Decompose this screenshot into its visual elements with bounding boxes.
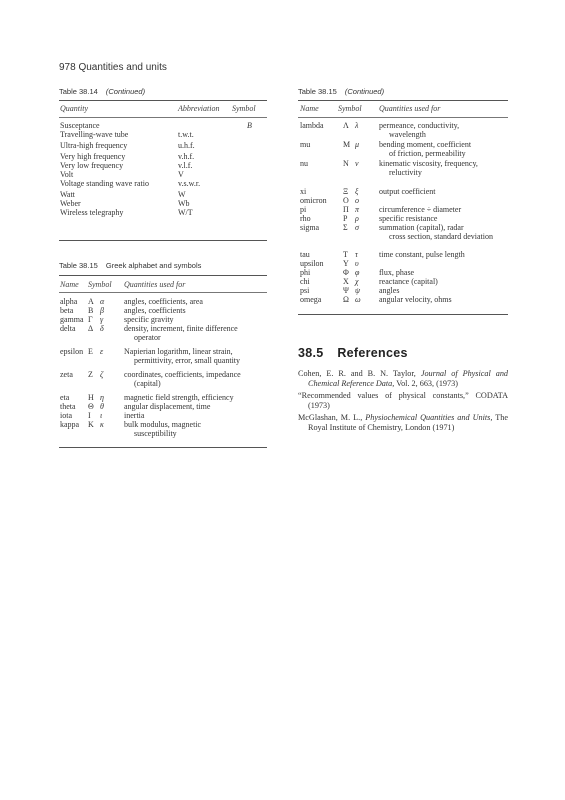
cell-quantity: Ultra-high frequency: [60, 141, 128, 150]
col-header-symbol: Symbol: [88, 280, 112, 289]
table-row: [0, 141, 565, 150]
cell-symbol-lower: κ: [100, 420, 104, 429]
cell-symbol-upper: Α: [88, 297, 94, 306]
cell-name: epsilon: [60, 347, 84, 356]
used-for-line: permittivity, error, small quantity: [134, 356, 241, 365]
cell-name: iota: [60, 411, 72, 420]
used-for-line: Napierian logarithm, linear strain,: [124, 347, 233, 356]
cell-name: tau: [300, 250, 310, 259]
cell-used-for: [124, 297, 203, 306]
used-for-line: operator: [134, 333, 161, 342]
cell-name: eta: [60, 393, 70, 402]
table-bottom-rule: [298, 314, 508, 315]
cell-name: beta: [60, 306, 74, 315]
cell-quantity: Wireless telegraphy: [60, 208, 124, 217]
table-row: [0, 208, 565, 217]
cell-name: rho: [300, 214, 311, 223]
reference-item: [298, 369, 508, 389]
cell-symbol-upper: Τ: [343, 250, 348, 259]
cell-symbol-upper: Ξ: [343, 187, 349, 196]
col-header-abbreviation: Abbreviation: [178, 104, 220, 113]
cell-symbol-upper: Ν: [343, 159, 349, 168]
cell-symbol-upper: Σ: [343, 223, 348, 232]
table-38-15-continued-caption: [298, 87, 384, 96]
used-for-line: density, increment, finite difference: [124, 324, 238, 333]
table-row: [0, 170, 565, 179]
reference-text: Cohen, E. R. and B. N. Taylor,: [298, 369, 421, 378]
caption-label: Table 38.14: [59, 87, 98, 96]
cell-used-for: [124, 370, 241, 388]
cell-symbol-lower: δ: [100, 324, 104, 333]
table-bottom-rule: [59, 240, 267, 241]
col-header-symbol: Symbol: [232, 104, 256, 113]
cell-quantity: Voltage standing wave ratio: [60, 179, 149, 188]
caption-label: Table 38.15: [59, 261, 98, 270]
table-row: [0, 121, 565, 130]
cell-used-for: [379, 214, 437, 223]
cell-used-for: [379, 295, 452, 304]
used-for-line: bulk modulus, magnetic: [124, 420, 202, 429]
cell-symbol-upper: Μ: [343, 140, 351, 149]
cell-name: pi: [300, 205, 307, 214]
cell-used-for: [379, 140, 471, 158]
cell-symbol-lower: μ: [355, 140, 360, 149]
header-rule: [59, 117, 267, 118]
cell-symbol-lower: ψ: [355, 286, 360, 295]
used-for-line: bending moment, coefficient: [379, 140, 472, 149]
cell-quantity: Weber: [60, 199, 81, 208]
cell-symbol-lower: λ: [355, 121, 359, 130]
cell-symbol-upper: Κ: [88, 420, 94, 429]
table-top-rule: [59, 100, 267, 101]
caption-note: (Continued): [344, 87, 385, 96]
used-for-line: magnetic field strength, efficiency: [124, 393, 234, 402]
reference-text: Vol. 2, 663, (1973): [394, 379, 458, 388]
table-row: [0, 179, 565, 188]
col-header-symbol: Symbol: [338, 104, 362, 113]
cell-name: gamma: [60, 315, 84, 324]
used-for-line: angles, coefficients, area: [124, 297, 203, 306]
caption-label: Table 38.15: [298, 87, 337, 96]
table-38-15-caption: [59, 261, 201, 270]
cell-name: sigma: [300, 223, 320, 232]
cell-symbol-upper: Η: [88, 393, 94, 402]
cell-symbol-upper: Θ: [88, 402, 94, 411]
cell-name: lambda: [300, 121, 324, 130]
cell-name: psi: [300, 286, 310, 295]
cell-symbol-lower: ω: [355, 295, 361, 304]
used-for-line: angular displacement, time: [124, 402, 211, 411]
cell-used-for: [124, 411, 144, 420]
cell-symbol-upper: Ρ: [343, 214, 348, 223]
used-for-line: specific resistance: [379, 214, 438, 223]
cell-symbol-lower: σ: [355, 223, 359, 232]
caption-note: (Continued): [105, 87, 146, 96]
table-top-rule: [298, 100, 508, 101]
cell-symbol-upper: Χ: [343, 277, 349, 286]
cell-used-for: [124, 347, 240, 365]
cell-name: kappa: [60, 420, 80, 429]
cell-name: mu: [300, 140, 311, 149]
cell-abbreviation: Wb: [178, 199, 190, 208]
cell-used-for: [124, 420, 201, 438]
cell-symbol-lower: τ: [355, 250, 358, 259]
cell-used-for: [124, 306, 186, 315]
table-bottom-rule: [59, 447, 267, 448]
cell-quantity: Volt: [60, 170, 74, 179]
used-for-line: time constant, pulse length: [379, 250, 465, 259]
cell-used-for: [379, 187, 436, 196]
caption-note: Greek alphabet and symbols: [105, 261, 202, 270]
header-rule: [298, 117, 508, 118]
used-for-line: circumference ÷ diameter: [379, 205, 462, 214]
cell-name: upsilon: [300, 259, 324, 268]
used-for-line: cross section, standard deviation: [389, 232, 493, 241]
reference-text: The Royal Institute of Chemistry, London (1971): [308, 413, 508, 432]
used-for-line: flux, phase: [379, 268, 415, 277]
cell-name: xi: [300, 187, 307, 196]
page-header: 978 Quantities and units: [59, 62, 167, 73]
cell-used-for: [379, 286, 399, 295]
cell-symbol-lower: α: [100, 297, 105, 306]
used-for-line: angles: [379, 286, 400, 295]
cell-symbol-lower: π: [355, 205, 360, 214]
cell-name: omega: [300, 295, 322, 304]
cell-abbreviation: v.l.f.: [178, 161, 193, 170]
cell-used-for: [124, 393, 234, 402]
table-38-14-caption: [59, 87, 145, 96]
cell-symbol-lower: χ: [355, 277, 359, 286]
col-header-name: Name: [60, 280, 79, 289]
cell-symbol-lower: ο: [355, 196, 359, 205]
cell-symbol-lower: ε: [100, 347, 104, 356]
cell-used-for: [124, 402, 210, 411]
used-for-line: angles, coefficients: [124, 306, 186, 315]
col-header-used-for: Quantities used for: [379, 104, 441, 113]
cell-symbol-lower: ρ: [355, 214, 359, 223]
cell-symbol-lower: ν: [355, 159, 359, 168]
cell-symbol-lower: β: [100, 306, 104, 315]
cell-symbol-upper: Γ: [88, 315, 93, 324]
cell-symbol-upper: Β: [88, 306, 94, 315]
table-row: [0, 161, 565, 170]
cell-used-for: [379, 223, 493, 241]
col-header-quantity: Quantity: [60, 104, 88, 113]
cell-used-for: [379, 277, 438, 286]
col-header-name: Name: [300, 104, 319, 113]
section-title: References: [337, 346, 408, 360]
cell-symbol-lower: ι: [100, 411, 103, 420]
reference-item: [298, 413, 508, 433]
reference-title: Physiochemical Quantities and Units,: [365, 413, 493, 422]
cell-symbol-lower: φ: [355, 268, 360, 277]
used-for-line: reactance (capital): [379, 277, 438, 286]
reference-title: Journal of Physical and Chemical Reference Data,: [308, 369, 509, 388]
cell-symbol-upper: Ι: [88, 411, 91, 420]
col-header-used-for: Quantities used for: [124, 280, 186, 289]
reference-text: “Recommended values of physical constants,” CODATA (1973): [298, 391, 508, 410]
cell-used-for: [379, 205, 461, 214]
used-for-line: summation (capital), radar: [379, 223, 464, 232]
used-for-line: inertia: [124, 411, 145, 420]
cell-quantity: Susceptance: [60, 121, 100, 130]
cell-name: phi: [300, 268, 311, 277]
cell-name: delta: [60, 324, 76, 333]
cell-symbol-lower: θ: [100, 402, 104, 411]
cell-used-for: [379, 250, 465, 259]
cell-symbol-upper: Ε: [88, 347, 93, 356]
cell-abbreviation: W/T: [178, 208, 193, 217]
cell-name: chi: [300, 277, 310, 286]
cell-name: zeta: [60, 370, 73, 379]
reference-text: McGlashan, M. L.,: [298, 413, 366, 422]
used-for-line: permeance, conductivity,: [379, 121, 460, 130]
cell-abbreviation: t.w.t.: [178, 130, 194, 139]
used-for-line: reluctivity: [389, 168, 422, 177]
cell-name: alpha: [60, 297, 78, 306]
cell-used-for: [124, 324, 238, 342]
cell-symbol-lower: υ: [355, 259, 359, 268]
cell-symbol-upper: Υ: [343, 259, 349, 268]
used-for-line: (capital): [134, 379, 161, 388]
table-row: [0, 199, 565, 208]
cell-symbol-upper: Π: [343, 205, 349, 214]
used-for-line: coordinates, coefficients, impedance: [124, 370, 241, 379]
cell-symbol-lower: ξ: [355, 187, 359, 196]
used-for-line: of friction, permeability: [389, 149, 466, 158]
cell-quantity: Watt: [60, 190, 75, 199]
cell-symbol-upper: Φ: [343, 268, 349, 277]
cell-symbol-upper: Λ: [343, 121, 349, 130]
cell-symbol-lower: γ: [100, 315, 104, 324]
cell-symbol-lower: ζ: [100, 370, 104, 379]
cell-symbol-upper: Ο: [343, 196, 349, 205]
cell-used-for: [379, 268, 414, 277]
cell-symbol-upper: Ζ: [88, 370, 93, 379]
used-for-line: angular velocity, ohms: [379, 295, 452, 304]
cell-name: theta: [60, 402, 76, 411]
cell-abbreviation: W: [178, 190, 186, 199]
used-for-line: wavelength: [389, 130, 426, 139]
cell-used-for: [379, 121, 459, 139]
cell-symbol: B: [247, 121, 252, 130]
cell-quantity: Very high frequency: [60, 152, 126, 161]
cell-name: omicron: [300, 196, 327, 205]
cell-symbol-upper: Ω: [343, 295, 349, 304]
cell-symbol-upper: Ψ: [343, 286, 349, 295]
cell-abbreviation: v.s.w.r.: [178, 179, 201, 188]
cell-used-for: [379, 159, 478, 177]
table-top-rule: [59, 275, 267, 276]
cell-symbol-lower: η: [100, 393, 104, 402]
section-heading: [298, 346, 408, 360]
used-for-line: kinematic viscosity, frequency,: [379, 159, 478, 168]
reference-item: [298, 391, 508, 411]
used-for-line: output coefficient: [379, 187, 436, 196]
used-for-line: specific gravity: [124, 315, 174, 324]
table-row: [0, 152, 565, 161]
cell-abbreviation: u.h.f.: [178, 141, 195, 150]
cell-quantity: Very low frequency: [60, 161, 124, 170]
table-row: [0, 190, 565, 199]
cell-symbol-upper: Δ: [88, 324, 94, 333]
table-row: [0, 130, 565, 139]
cell-name: nu: [300, 159, 308, 168]
cell-quantity: Travelling-wave tube: [60, 130, 129, 139]
cell-used-for: [124, 315, 174, 324]
cell-abbreviation: v.h.f.: [178, 152, 195, 161]
used-for-line: susceptibility: [134, 429, 177, 438]
cell-abbreviation: V: [178, 170, 184, 179]
header-rule: [59, 292, 267, 293]
section-number: 38.5: [298, 346, 324, 360]
